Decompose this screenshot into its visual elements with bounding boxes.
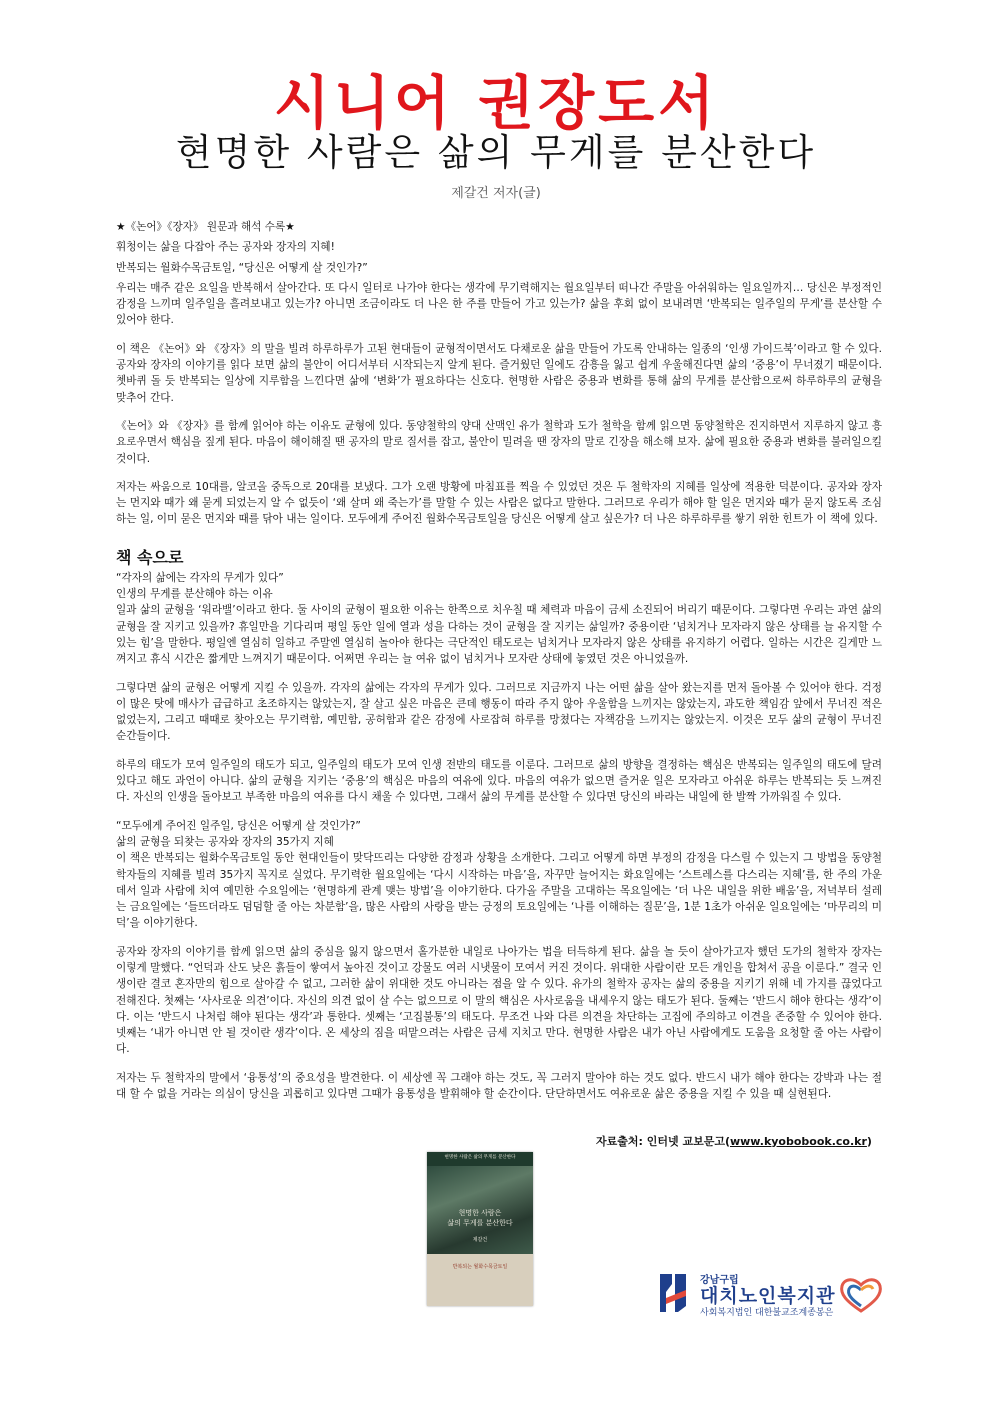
book-cover-title-1: 현명한 사람은 xyxy=(458,1209,502,1217)
book-cover-tag: 반복되는 월화수목금토일 xyxy=(452,1264,508,1270)
book-cover-image xyxy=(427,1152,533,1306)
inside-paragraph-5: 공자와 장자의 이야기를 함께 읽으면 삶의 중심을 잃지 않으면서 홀가분한 내일로 나아가는 법을 터득하게 된다. 삶을 놀 듯이 살아가고자 했던 도가의 철학자 장자는 이렇게 말했다. “언덕과 산도 낮은 흙들이 쌓여서 높아진 것이고 강물도 여러 시냇물이 모여서 커진 것이다. 위대한 사람이란 모든 개인을 합쳐서 공을 이룬다.” 결국 인생이란 결코 혼자만의 힘으로 살아갈 수 없고, 그러한 삶이 위대한 것도 아니라는 점을 알 수 있다. 유가의 철학자 공자는 삶의 중용을 지키기 위해 네 가지를 끊었다고 전해진다. 첫째는 ‘사사로운 의견’이다. 자신의 의견 없이 살 수는 없으므로 이 말의 핵심은 사사로움을 내세우지 않는 태도가 된다. 둘째는 ‘반드시 해야 한다는 생각’이다. 이는 ‘반드시 나처럼 해야 된다는 생각’과 통한다. 셋째는 ‘고집불통’의 태도다. 무조건 나와 다른 의견을 차단하는 고집에 주의하고 이견을 존중할 수 있어야 한다. 넷째는 ‘내가 아니면 안 될 것이란 생각’이다. 온 세상의 짐을 떠맡으려는 사람은 금세 지치고 만다. 현명한 사람은 내가 아닌 사람에게도 도움을 요청할 줄 아는 사람이다. xyxy=(116,945,882,1056)
quote-2-sub: 삶의 균형을 되찾는 공자와 장자의 35가지 지혜 xyxy=(116,835,334,848)
intro-line-1: 휘청이는 삶을 다잡아 주는 공자와 장자의 지혜! xyxy=(116,241,335,254)
inside-paragraph-6: 저자는 두 철학자의 말에서 ‘융통성’의 중요성을 발견한다. 이 세상엔 꼭 그래야 하는 것도, 꼭 그러지 말아야 하는 것도 없다. 반드시 내가 해야 한다는 강박과 나는 절대 할 수 없을 거라는 의심이 당신을 괴롭히고 있다면 그때가 융통성을 발휘해야 할 순간이다. 단단하면서도 여유로운 삶은 중용을 지킬 수 있을 때 실현된다. xyxy=(116,1071,882,1101)
book-cover-top-text: 현명한 사람은 삶의 무게를 분산한다 xyxy=(444,1155,516,1160)
source-link[interactable]: www.kyobobook.co.kr xyxy=(729,1135,867,1148)
source-credit xyxy=(596,1133,872,1149)
quote-1: “각자의 삶에는 각자의 무게가 있다” xyxy=(116,571,284,584)
book-title: 현명한 사람은 삶의 무게를 분산한다 xyxy=(175,131,817,174)
logo-mark-icon xyxy=(656,1270,690,1316)
source-close: ) xyxy=(866,1135,872,1148)
intro-paragraph-3: 《논어》와 《장자》를 함께 읽어야 하는 이유도 균형에 있다. 동양철학의 양대 산맥인 유가 철학과 도가 철학을 함께 읽으면 동양철학은 진지하면서 지루하지 않고 흥요로우면서 핵심을 짚게 된다. 마음이 해이해질 땐 공자의 말로 질서를 잡고, 불안이 밀려올 땐 장자의 말로 긴장을 해소해 보자. 삶에 필요한 중용과 변화를 불러일으킬 것이다. xyxy=(116,419,882,465)
inside-paragraph-2: 그렇다면 삶의 균형은 어떻게 지킬 수 있을까. 각자의 삶에는 각자의 무게가 있다. 그러므로 지금까지 나는 어떤 삶을 살아 왔는지를 먼저 돌아볼 수 있어야 한다. 걱정이 많은 탓에 매사가 급급하고 초조하지는 않았는지, 잘 살고 싶은 마음은 큰데 행동이 따라 주지 않아 우울함을 느끼지는 않았는지, 과도한 책임감 앞에서 무너진 적은 없었는지, 그리고 때때로 찾아오는 무기력함, 예민함, 공허함과 같은 감정에 사로잡혀 하루를 망쳤다는 자책감을 느끼지는 않았는지. 이것은 모두 삶의 균형이 무너진 순간들이다. xyxy=(116,681,882,743)
intro-paragraph-2: 이 책은 《논어》와 《장자》의 말을 빌려 하루하루가 고된 현대들이 균형적이면서도 다채로운 삶을 만들어 가도록 안내하는 일종의 ‘인생 가이드북’이라고 할 수 있다. 공자와 장자의 이야기를 읽다 보면 삶의 불안이 어디서부터 시작되는지 알게 된다. 즐거웠던 일에도 감흥을 잃고 쉽게 우울해진다면 삶의 ‘중용’이 무너졌기 때문이다. 쳇바퀴 돌 듯 반복되는 일상에 지루함을 느낀다면 삶에 ‘변화’가 필요하다는 신호다. 현명한 사람은 중용과 변화를 통해 삶의 무게를 분산함으로써 하루하루의 균형을 맞추어 간다. xyxy=(116,342,882,404)
organization-logo xyxy=(656,1268,888,1320)
source-label: 자료출처: 인터넷 교보문고( xyxy=(596,1135,730,1148)
logo-main-text: 대치노인복지관 xyxy=(700,1285,836,1307)
quote-2: “모두에게 주어진 일주일, 당신은 어떻게 살 것인가?” xyxy=(116,819,361,832)
inside-paragraph-1: 일과 삶의 균형을 ‘워라밸’이라고 한다. 둘 사이의 균형이 필요한 이유는 한쪽으로 치우칠 때 체력과 마음이 금세 소진되어 버리기 때문이다. 그렇다면 우리는 과연 삶의 균형을 잘 지키고 있을까? 휴일만을 기다리며 평일 동안 일에 열과 성을 다하는 것이 균형을 잘 지키는 삶일까? 중용이란 ‘넘치거나 모자라지 않은 상태를 늘 유지할 수 있는 힘’을 말한다. 평일엔 열심히 일하고 주말엔 열심히 놀아야 한다는 극단적인 태도로는 넘치거나 모자라지 않은 상태를 유지하기 어렵다. 일하는 시간은 길게만 느껴지고 휴식 시간은 짧게만 느껴지기 때문이다. 어쩌면 우리는 늘 여유 없이 넘치거나 모자란 상태에 놓였던 것은 아니었을까. xyxy=(116,604,882,666)
intro-line-2: 반복되는 월화수목금토일, “당신은 어떻게 살 것인가?” xyxy=(116,261,368,274)
quote-1-sub: 인생의 무게를 분산해야 하는 이유 xyxy=(116,588,273,601)
logo-small-text: 강남구립 xyxy=(700,1275,739,1286)
inside-paragraph-4: 이 책은 반복되는 월화수목금토일 동안 현대인들이 맞닥뜨리는 다양한 감정과 상황을 소개한다. 그리고 어떻게 하면 부정의 감정을 다스릴 수 있는지 그 방법을 동양철학자들의 지혜를 빌려 35가지 꼭지로 실었다. 무기력한 월요일에는 ‘다시 시작하는 마음’을, 자꾸만 늘어지는 화요일에는 ‘스트레스를 다스리는 지혜’를, 한 주의 가운데서 일과 사람에 치여 예민한 수요일에는 ‘현명하게 관계 맺는 방법’을 이야기한다. 다가올 주말을 고대하는 목요일에는 ‘더 나은 내일을 위한 배움’을, 저녁부터 설레는 금요일에는 ‘들뜨더라도 덤덤할 줄 아는 차분함’을, 많은 사람의 사랑을 받는 긍정의 토요일에는 ‘나를 이해하는 질문’을, 1분 1초가 아쉬운 일요일에는 ‘마무리의 미덕’을 이야기한다. xyxy=(116,852,882,930)
intro-paragraph-1: 우리는 매주 같은 요일을 반복해서 살아간다. 또 다시 일터로 나가야 한다는 생각에 무기력해지는 월요일부터 떠나간 주말을 아쉬워하는 일요일까지… 당신은 부정적인 감정을 느끼며 일주일을 흘려보내고 있는가? 아니면 조금이라도 더 나은 한 주를 만들어 가고 있는가? 삶을 후회 없이 보내려면 ‘반복되는 일주일의 무게’를 분산할 수 있어야 한다. xyxy=(116,281,882,327)
intro-paragraph-4: 저자는 싸움으로 10대를, 알코올 중독으로 20대를 보냈다. 그가 오랜 방황에 마침표를 찍을 수 있었던 것은 두 철학자의 지혜를 일상에 적용한 덕분이다. 공자와 장자는 먼지와 때가 왜 묻게 되었는지 알 수 없듯이 ‘왜 살며 왜 죽는가’를 말할 수 있는 사람은 없다고 말한다. 그러므로 우리가 해야 할 일은 먼지와 때가 묻지 않도록 조심하는 일, 이미 묻은 먼지와 때를 닦아 내는 일이다. 모두에게 주어진 월화수목금토일을 당신은 어떻게 살고 싶은가? 더 나은 하루하루를 쌓기 위한 힌트가 이 책에 있다. xyxy=(116,480,882,526)
page-title: 시니어 권장도서 xyxy=(273,69,719,137)
heart-icon xyxy=(838,1276,884,1314)
inside-paragraph-3: 하루의 태도가 모여 일주일의 태도가 되고, 일주일의 태도가 모여 인생 전반의 태도를 이룬다. 그러므로 삶의 방향을 결정하는 핵심은 반복되는 일주일의 태도에 달려 있다고 해도 과언이 아니다. 삶의 균형을 지키는 ‘중용’의 핵심은 마음의 여유에 있다. 마음의 여유가 없으면 즐거운 일은 모자라고 아쉬운 하루는 반복되는 듯 느껴진다. 자신의 인생을 돌아보고 부족한 마음의 여유를 다시 채울 수 있다면, 그래서 삶의 무게를 분산할 수 있다면 당신의 바라는 내일에 한 발짝 가까워질 수 있다. xyxy=(116,758,882,804)
logo-sub-text: 사회복지법인 대한불교조계종봉은 xyxy=(700,1308,834,1318)
tagline: ★《논어》《장자》 원문과 해석 수록★ xyxy=(116,221,295,233)
document-body xyxy=(116,219,882,1102)
book-cover-title-2: 삶의 무게를 분산한다 xyxy=(447,1219,513,1227)
section-heading: 책 속으로 xyxy=(116,547,184,567)
book-cover-author: 제갈건 xyxy=(472,1237,488,1243)
book-author: 제갈건 저자(글) xyxy=(451,186,541,201)
